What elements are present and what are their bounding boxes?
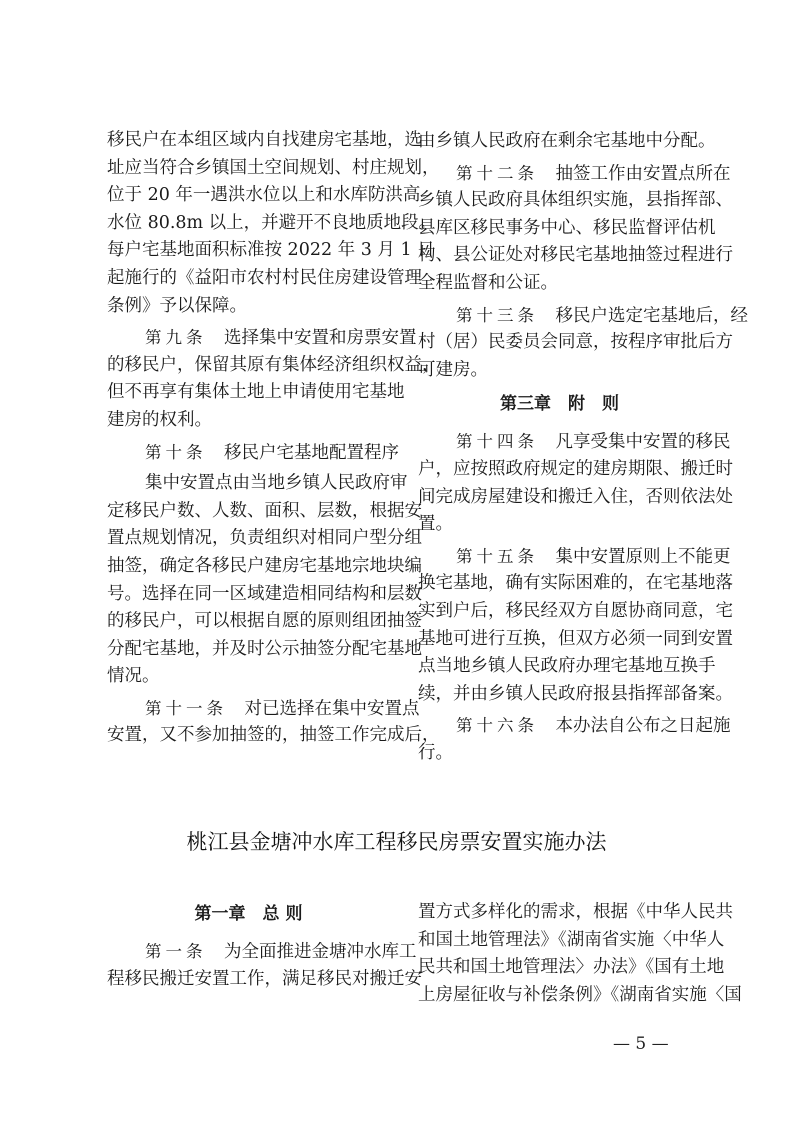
article-number: 第十条 [145, 442, 207, 462]
text-line: 续，并由乡镇人民政府报县指挥部备案。 [418, 683, 733, 704]
text-line: 基地可进行互换，但双方必须一同到安置 [418, 628, 733, 649]
text-line: 建房的权利。 [107, 409, 212, 430]
top-right-column [418, 128, 748, 767]
paragraph [418, 899, 742, 1009]
article-text: 对已选择在集中安置点 [244, 698, 420, 719]
paragraph [107, 938, 422, 993]
paragraph [107, 439, 399, 467]
text-line [418, 543, 731, 571]
article-number: 第九条 [145, 328, 207, 348]
text-line: 但不再享有集体土地上申请使用宅基地 [107, 382, 405, 403]
text-line: 的移民户，保留其原有集体经济组织权益， [107, 354, 440, 375]
text-line: 每户宅基地面积标准按 2022 年 3 月 1 日 [107, 240, 435, 261]
text-line [418, 428, 731, 456]
text-line: 点当地乡镇人民政府办理宅基地互换手 [418, 656, 716, 677]
article-text: 集中安置原则上不能更 [555, 546, 731, 567]
text-line: 号。选择在同一区域建造相同结构和层数 [107, 583, 422, 604]
text-line: 水位 80.8m 以上，并避开不良地质地段。 [107, 212, 437, 233]
text-line: 集中安置点由当地乡镇人民政府审 [145, 473, 408, 494]
text-line: 可建房。 [418, 359, 488, 380]
text-line: 置方式多样化的需求，根据《中华人民共 [418, 902, 733, 922]
paragraph [107, 470, 422, 691]
text-line: 情况。 [107, 666, 160, 687]
paragraph [107, 127, 440, 320]
text-line: 程移民搬迁安置工作，满足移民对搬迁安 [107, 968, 422, 989]
top-left-column [107, 127, 440, 750]
bottom-left-column [107, 894, 422, 993]
text-line: 和国土地管理法》《湖南省实施〈中华人 [418, 929, 725, 950]
article-number: 第十三条 [456, 305, 538, 325]
text-line: 行。 [418, 742, 453, 763]
text-line: 置。 [418, 514, 453, 535]
paragraph [107, 324, 440, 434]
article-text: 选择集中安置和房票安置 [224, 328, 417, 349]
document-title: 桃江县金塘冲水库工程移民房票安置实施办法 [186, 830, 607, 854]
chapter-heading: 第三章 附 则 [500, 394, 619, 415]
text-line: 位于 20 年一遇洪水位以上和水库防洪高 [107, 185, 421, 206]
text-line: 安置，又不参加抽签的，抽签工作完成后， [107, 725, 440, 746]
chapter-heading: 第一章 总 则 [194, 904, 303, 924]
text-line: 村（居）民委员会同意，按程序审批后方 [418, 332, 733, 353]
article-number: 第十六条 [456, 716, 538, 736]
paragraph [418, 128, 716, 156]
text-line: 定移民户数、人数、面积、层数，根据安 [107, 500, 422, 521]
article-text: 移民户选定宅基地后，经 [555, 305, 748, 326]
text-line: 乡镇人民政府具体组织实施，县指挥部、 [418, 190, 733, 211]
text-line: 分配宅基地，并及时公示抽签分配宅基地 [107, 638, 422, 659]
text-line: 移民户在本组区域内自找建房宅基地，选 [107, 130, 422, 150]
text-line [107, 439, 399, 467]
article-text: 凡享受集中安置的移民 [555, 432, 731, 453]
article-text: 抽签工作由安置点所在 [555, 163, 731, 184]
paragraph [418, 160, 733, 298]
text-line: 址应当符合乡镇国土空间规划、村庄规划， [107, 157, 440, 178]
paragraph [418, 428, 733, 538]
paragraph [418, 712, 731, 767]
text-line: 条例》予以保障。 [107, 295, 247, 316]
text-line: 抽签，确定各移民户建房宅基地宗地块编 [107, 555, 422, 576]
text-line [418, 302, 748, 330]
text-line: 起施行的《益阳市农村村民住房建设管理 [107, 267, 422, 288]
page-number: — 5 — [613, 1034, 669, 1054]
text-line: 置点规划情况，负责组织对相同户型分组 [107, 528, 422, 549]
text-line: 实到户后，移民经双方自愿协商同意，宅 [418, 600, 733, 621]
article-text: 移民户宅基地配置程序 [224, 442, 399, 463]
text-line [418, 160, 731, 188]
article-number: 第十五条 [456, 546, 538, 566]
paragraph [418, 302, 748, 385]
text-line [107, 695, 420, 723]
text-line: 构、县公证处对移民宅基地抽签过程进行 [418, 245, 733, 266]
text-line: 民共和国土地管理法〉办法》《国有土地 [418, 957, 725, 978]
text-line [418, 712, 731, 740]
text-line: 间完成房屋建设和搬迁入住，否则依法处 [418, 486, 733, 507]
article-number: 第十四条 [456, 432, 538, 452]
text-line: 全程监督和公证。 [418, 272, 558, 293]
text-line: 户，应按照政府规定的建房期限、搬迁时 [418, 458, 733, 479]
text-line: 的移民户，可以根据自愿的原则组团抽签 [107, 611, 422, 632]
text-line [107, 938, 417, 966]
paragraph [418, 543, 733, 709]
text-line [107, 324, 417, 352]
article-number: 第十一条 [145, 698, 227, 718]
text-line: 由乡镇人民政府在剩余宅基地中分配。 [418, 131, 716, 151]
text-line: 换宅基地，确有实际困难的，在宅基地落 [418, 573, 733, 594]
article-text: 本办法自公布之日起施 [555, 716, 731, 737]
article-text: 为全面推进金塘冲水库工 [224, 942, 417, 962]
text-line: 上房屋征收与补偿条例》《湖南省实施〈国 [418, 984, 742, 1005]
paragraph [107, 695, 440, 750]
text-line: 县库区移民事务中心、移民监督评估机 [418, 217, 716, 238]
article-number: 第一条 [145, 942, 207, 961]
bottom-right-column [418, 899, 742, 1009]
article-number: 第十二条 [456, 163, 538, 183]
